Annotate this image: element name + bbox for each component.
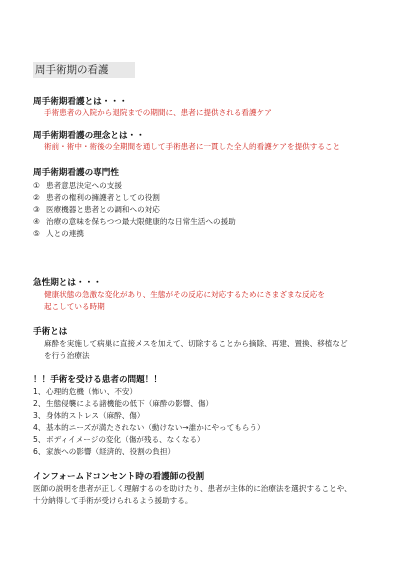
section-heading-philosophy: 周手術期看護の理念とは・・ bbox=[33, 131, 145, 141]
section-heading-informed-consent: インフォームドコンセント時の看護師の役割 bbox=[33, 472, 205, 482]
list-item: 1、心理的危機（怖い、不安） bbox=[33, 387, 138, 396]
section-heading-acute-phase: 急性期とは・・・ bbox=[33, 278, 102, 288]
section-heading-perioperative-nursing: 周手術期看護とは・・・ bbox=[33, 97, 128, 107]
section-heading-surgery: 手術とは bbox=[33, 327, 68, 337]
list-item: 5、ボディイメージの変化（傷が残る、なくなる） bbox=[33, 435, 205, 444]
section-heading-expertise: 周手術期看護の専門性 bbox=[33, 168, 119, 178]
section-text-informed-consent-line1: 医師の説明を患者が正しく理解するのを助けたり、患者が主体的に治療法を選択することや、 bbox=[33, 484, 352, 493]
section-text-perioperative-nursing: 手術患者の入院から退院までの期間に、患者に提供される看護ケア bbox=[44, 108, 272, 117]
section-text-philosophy: 術前・術中・術後の全期間を通して手術患者に一貫した全人的看護ケアを提供すること bbox=[44, 142, 341, 151]
page-title: 周手術期の看護 bbox=[33, 62, 135, 78]
list-item: ④ 治療の意味を保ちつつ最大限健康的な日常生活への援助 bbox=[33, 217, 236, 226]
list-item: 2、生態侵襲による諸機能の低下（麻酔の影響、傷） bbox=[33, 399, 214, 408]
section-text-acute-phase-line2: 起こしている時期 bbox=[44, 302, 105, 311]
list-item: ② 患者の権利の擁護者としての役割 bbox=[33, 193, 160, 202]
list-item: ① 患者意思決定への支援 bbox=[33, 181, 122, 190]
section-text-surgery-line2: を行う治療法 bbox=[44, 351, 90, 360]
list-item: ③ 医療機器と患者との調和への対応 bbox=[33, 205, 160, 214]
list-item: 3、身体的ストレス（麻酔、傷） bbox=[33, 411, 145, 420]
list-item: 4、基本的ニーズが満たされない（動けない→誰かにやってもらう） bbox=[33, 423, 265, 432]
section-text-surgery-line1: 麻酔を実施して病巣に直接メスを加えて、切除することから摘除、再建、置換、移植など bbox=[44, 339, 348, 348]
list-item: 6、家族への影響（経済的、役割の負担） bbox=[33, 447, 176, 456]
list-item: ⑤ 人との連携 bbox=[33, 229, 84, 238]
section-text-informed-consent-line2: 十分納得して手術が受けられるよう援助する。 bbox=[33, 496, 193, 505]
section-text-acute-phase-line1: 健康状態の急激な変化があり、生態がその反応に対応するためにさまざまな反応を bbox=[44, 290, 325, 299]
section-heading-patient-problems: ！！手術を受ける患者の問題！！ bbox=[33, 375, 162, 385]
